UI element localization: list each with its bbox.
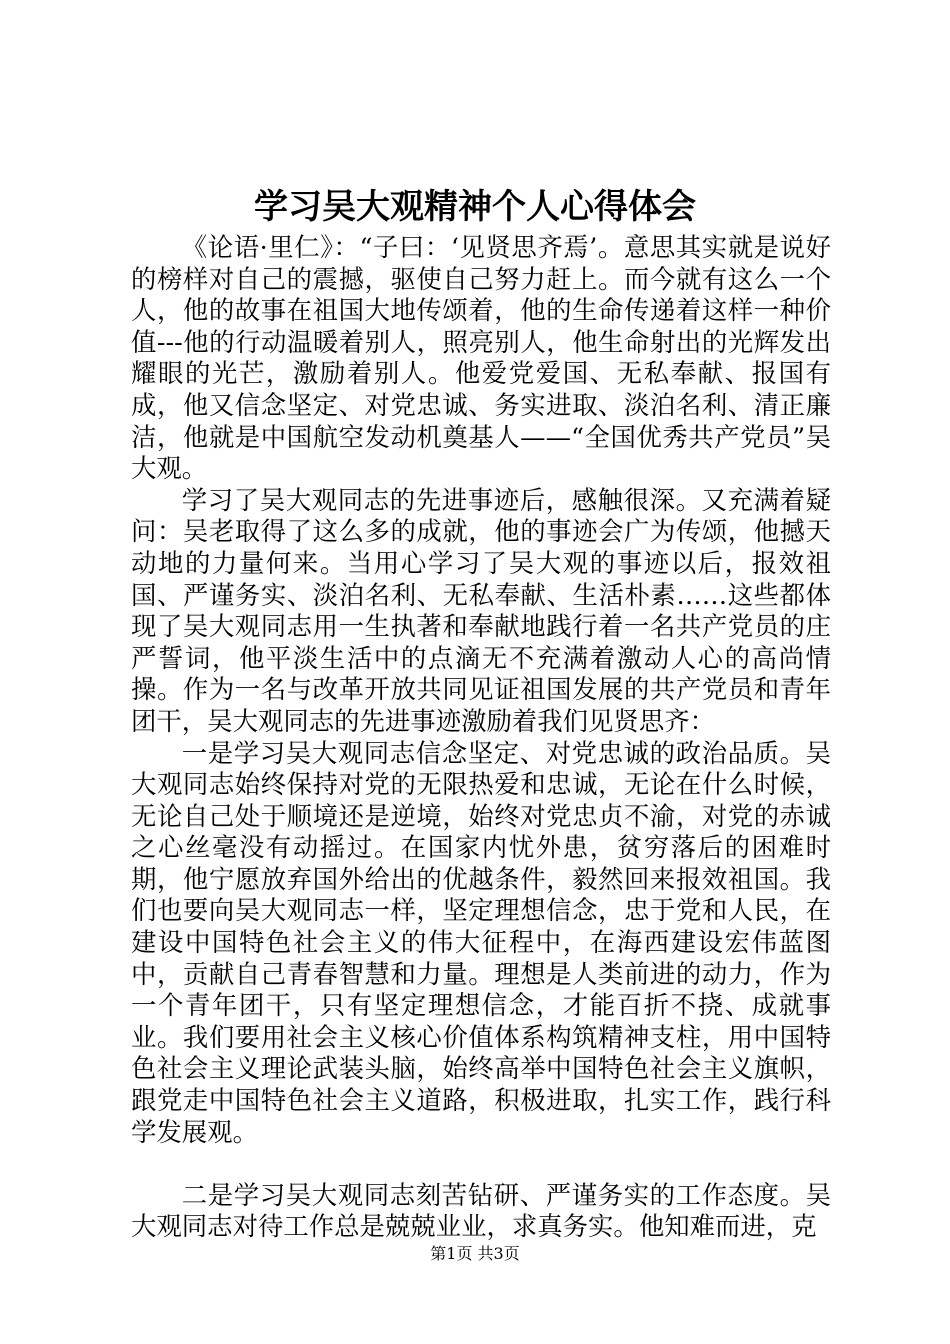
paragraph-point-two: 二是学习吴大观同志刻苦钻研、严谨务实的工作态度。吴大观同志对待工作总是兢兢业业，求真务实。他知难而进，克	[131, 1179, 831, 1242]
paragraph-reflection: 学习了吴大观同志的先进事迹后，感触很深。又充满着疑问：吴老取得了这么多的成就，他的事迹会广为传颂，他撼天动地的力量何来。当用心学习了吴大观的事迹以后，报效祖国、严谨务实、淡泊名利、无私奉献、生活朴素……这些都体现了吴大观同志用一生执著和奉献地践行着一名共产党员的庄严誓词，他平淡生活中的点滴无不充满着激动人心的高尚情操。作为一名与改革开放共同见证祖国发展的共产党员和青年团干，吴大观同志的先进事迹激励着我们见贤思齐：	[131, 484, 831, 736]
document-body	[131, 232, 831, 1243]
document-title: 学习吴大观精神个人心得体会	[254, 187, 696, 227]
paragraph-intro: 《论语·里仁》：“子曰：‘见贤思齐焉’。意思其实就是说好的榜样对自己的震撼，驱使自己努力赶上。而今就有这么一个人，他的故事在祖国大地传颂着，他的生命传递着这样一种价值---他的行动温暖着别人，照亮别人，他生命射出的光辉发出耀眼的光芒，激励着别人。他爱党爱国、无私奉献、报国有成，他又信念坚定、对党忠诚、务实进取、淡泊名利、清正廉洁，他就是中国航空发动机奠基人——“全国优秀共产党员”吴大观。	[131, 232, 831, 484]
page-number-footer: 第1页 共3页	[430, 1244, 520, 1263]
paragraph-point-one: 一是学习吴大观同志信念坚定、对党忠诚的政治品质。吴大观同志始终保持对党的无限热爱和忠诚，无论在什么时候，无论自己处于顺境还是逆境，始终对党忠贞不渝，对党的赤诚之心丝毫没有动摇过。在国家内忧外患，贫穷落后的困难时期，他宁愿放弃国外给出的优越条件，毅然回来报效祖国。我们也要向吴大观同志一样，坚定理想信念，忠于党和人民，在建设中国特色社会主义的伟大征程中，在海西建设宏伟蓝图中，贡献自己青春智慧和力量。理想是人类前进的动力，作为一个青年团干，只有坚定理想信念，才能百折不挠、成就事业。我们要用社会主义核心价值体系构筑精神支柱，用中国特色社会主义理论武装头脑，始终高举中国特色社会主义旗帜，跟党走中国特色社会主义道路，积极进取，扎实工作，践行科学发展观。	[131, 737, 831, 1147]
